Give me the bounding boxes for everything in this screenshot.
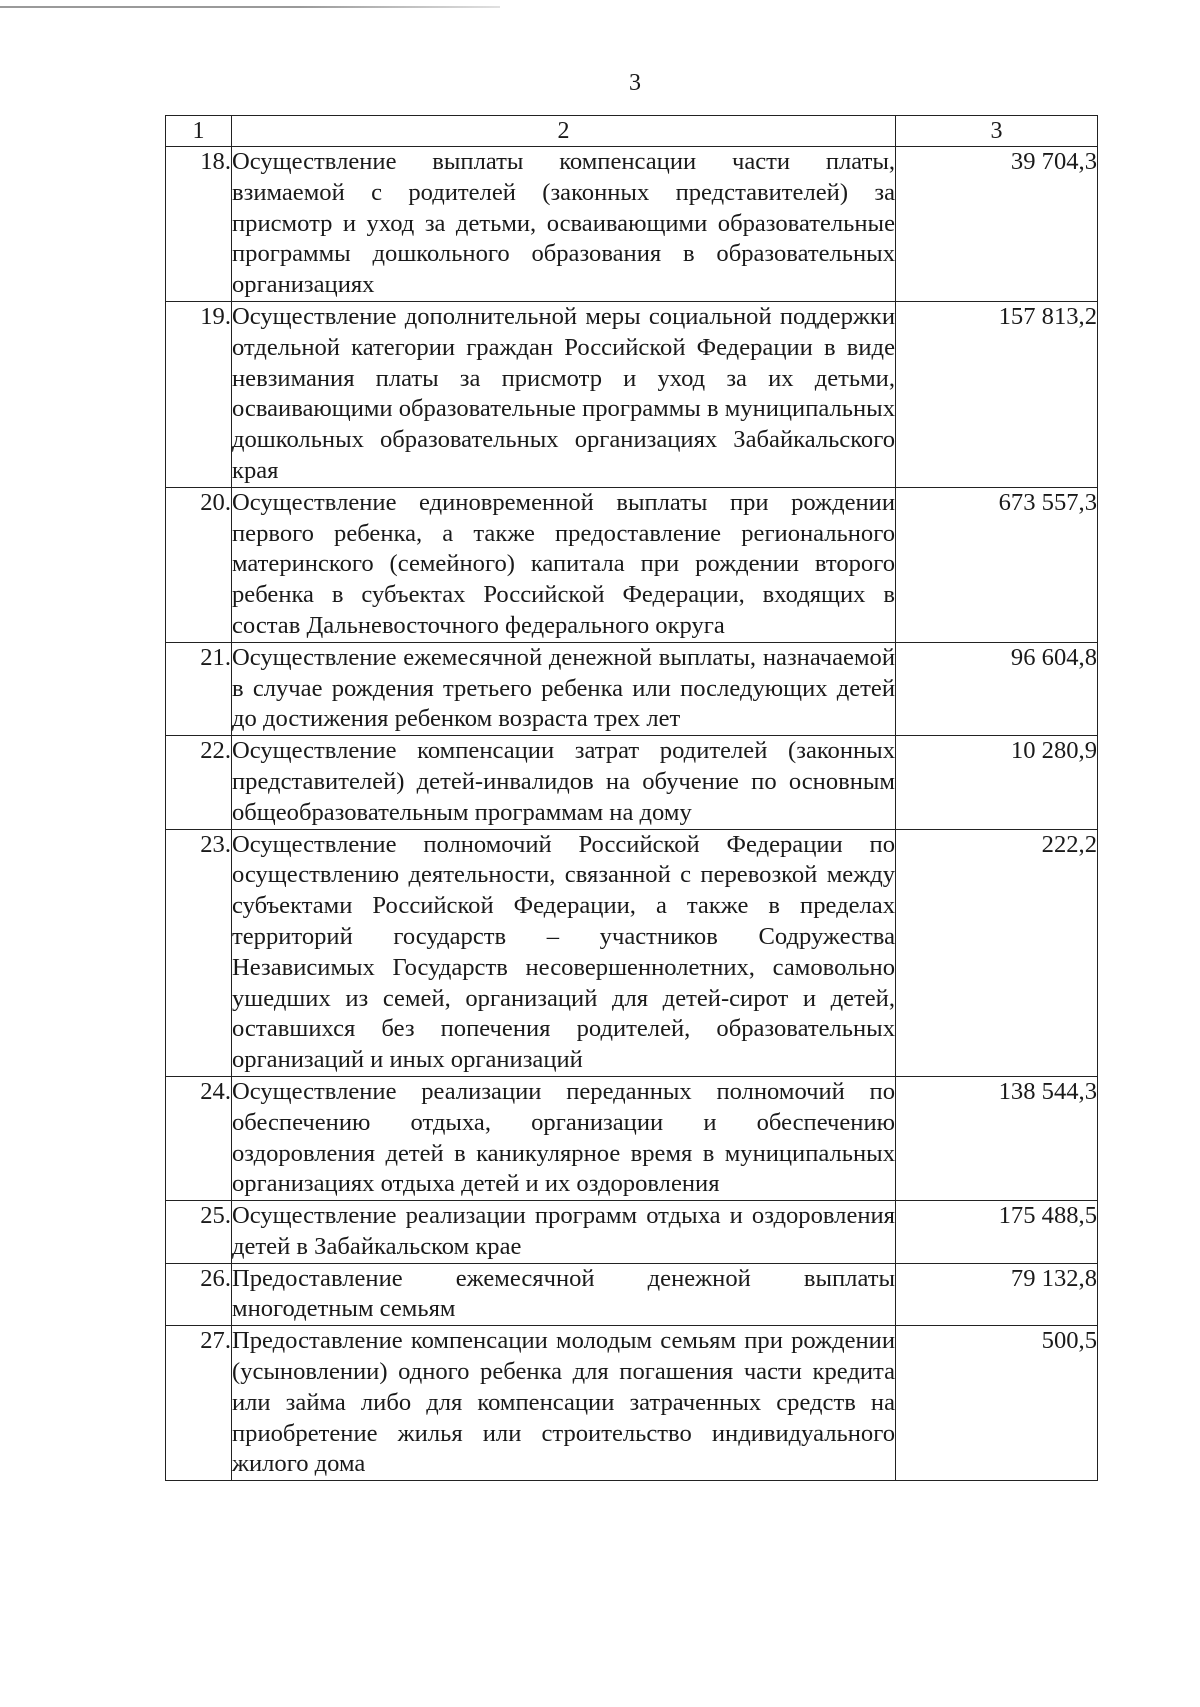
row-number: 26. [166,1263,232,1326]
row-number: 24. [166,1076,232,1200]
table-header-row [166,116,1098,147]
row-amount: 673 557,3 [896,487,1098,642]
table-row [166,487,1098,642]
row-description: Осуществление единовременной выплаты при рождении первого ребенка, а также предоставление регионального материнского (семейного) капитала при рождении второго ребенка в субъектах Российской Федерации, входящих в состав Дальневосточного федерального округа [232,487,896,642]
row-description: Осуществление реализации программ отдыха и оздоровления детей в Забайкальском крае [232,1201,896,1264]
table-row [166,1076,1098,1200]
column-header-3: 3 [896,116,1098,147]
table-row [166,301,1098,487]
row-number: 27. [166,1326,232,1481]
row-description: Осуществление реализации переданных полномочий по обеспечению отдыха, организации и обеспечению оздоровления детей в каникулярное время в муниципальных организациях отдыха детей и их оздоровления [232,1076,896,1200]
row-amount: 39 704,3 [896,147,1098,302]
row-amount: 79 132,8 [896,1263,1098,1326]
row-number: 19. [166,301,232,487]
row-number: 21. [166,642,232,735]
row-amount: 222,2 [896,829,1098,1076]
row-description: Осуществление выплаты компенсации части платы, взимаемой с родителей (законных представителей) за присмотр и уход за детьми, осваивающими образовательные программы дошкольного образования в образовательных организациях [232,147,896,302]
table-row [166,1326,1098,1481]
row-number: 20. [166,487,232,642]
row-number: 25. [166,1201,232,1264]
row-description: Предоставление компенсации молодым семьям при рождении (усыновлении) одного ребенка для погашения части кредита или займа либо для компенсации затраченных средств на приобретение жилья или строительство индивидуального жилого дома [232,1326,896,1481]
row-amount: 96 604,8 [896,642,1098,735]
row-description: Осуществление компенсации затрат родителей (законных представителей) детей-инвалидов на обучение по основным общеобразовательным программам на дому [232,736,896,829]
row-number: 18. [166,147,232,302]
page-number: 3 [629,70,641,96]
table-row [166,642,1098,735]
row-amount: 175 488,5 [896,1201,1098,1264]
row-amount: 500,5 [896,1326,1098,1481]
row-description: Осуществление дополнительной меры социальной поддержки отдельной категории граждан Российской Федерации в виде невзимания платы за присмотр и уход за их детьми, осваивающими образовательные программы в муниципальных дошкольных образовательных организациях Забайкальского края [232,301,896,487]
row-number: 22. [166,736,232,829]
table-row [166,147,1098,302]
table-row [166,829,1098,1076]
row-number: 23. [166,829,232,1076]
table-row [166,736,1098,829]
table-row [166,1263,1098,1326]
budget-table [165,115,1098,1481]
row-amount: 138 544,3 [896,1076,1098,1200]
row-description: Предоставление ежемесячной денежной выплаты многодетным семьям [232,1263,896,1326]
row-amount: 157 813,2 [896,301,1098,487]
column-header-1: 1 [166,116,232,147]
row-description: Осуществление полномочий Российской Федерации по осуществлению деятельности, связанной с перевозкой между субъектами Российской Федерации, а также в пределах территорий государств – участников Содружества Независимых Государств несовершеннолетних, самовольно ушедших из семей, организаций для детей-сирот и детей, оставшихся без попечения родителей, образовательных организаций и иных организаций [232,829,896,1076]
row-description: Осуществление ежемесячной денежной выплаты, назначаемой в случае рождения третьего ребенка или последующих детей до достижения ребенком возраста трех лет [232,642,896,735]
column-header-2: 2 [232,116,896,147]
table-row [166,1201,1098,1264]
row-amount: 10 280,9 [896,736,1098,829]
scan-edge-line [0,6,500,8]
